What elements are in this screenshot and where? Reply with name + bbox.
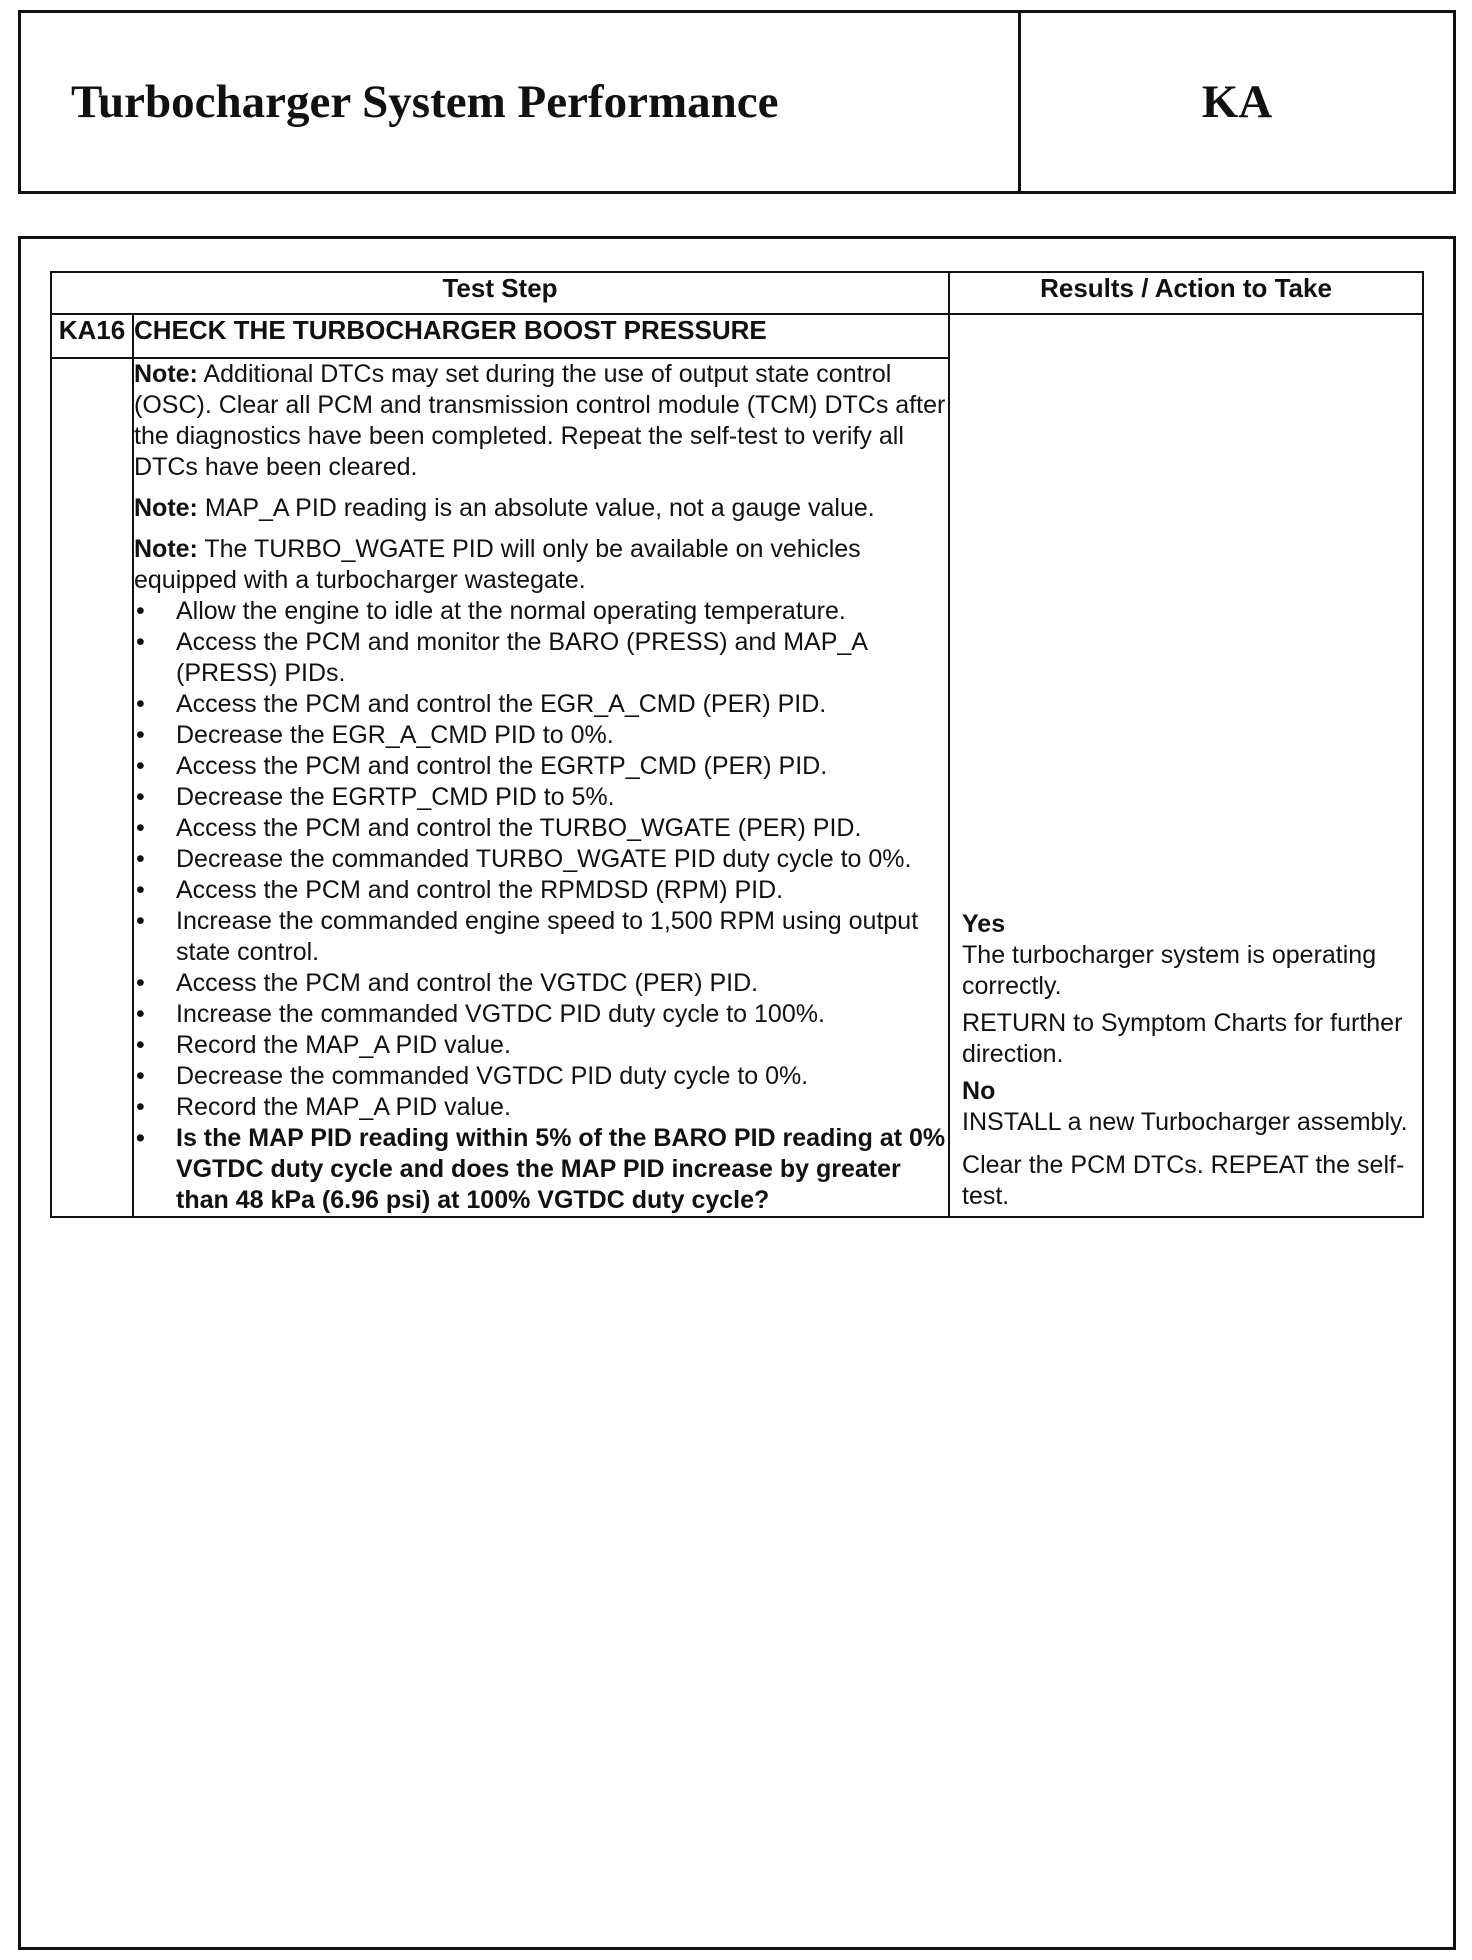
action-item: • Access the PCM and control the EGRTP_CMD (PER) PID. bbox=[134, 751, 948, 782]
note-text: The TURBO_WGATE PID will only be available on vehicles equipped with a turbocharger wastegate. bbox=[134, 535, 861, 594]
action-item: • Decrease the EGRTP_CMD PID to 5%. bbox=[134, 782, 948, 813]
column-header-results: Results / Action to Take bbox=[949, 272, 1423, 314]
note-2 bbox=[134, 493, 948, 524]
note-label: Note: bbox=[134, 360, 198, 388]
note-3 bbox=[134, 534, 948, 596]
page-title: Turbocharger System Performance bbox=[21, 13, 1021, 191]
action-item: • Decrease the commanded VGTDC PID duty cycle to 0%. bbox=[134, 1061, 948, 1092]
result-no-text-1: INSTALL a new Turbocharger assembly. bbox=[962, 1108, 1408, 1136]
step-title-row bbox=[51, 314, 1423, 358]
result-yes-text-2: RETURN to Symptom Charts for further direction. bbox=[962, 1009, 1403, 1068]
note-label: Note: bbox=[134, 535, 198, 563]
note-label: Note: bbox=[134, 494, 198, 522]
action-item: • Record the MAP_A PID value. bbox=[134, 1092, 948, 1123]
action-item: • Allow the engine to idle at the normal operating temperature. bbox=[134, 596, 948, 627]
page-header bbox=[18, 10, 1456, 194]
note-text: Additional DTCs may set during the use of output state control (OSC). Clear all PCM and transmission control module (TCM) DTCs after the diagnostics have been completed. Repeat the self-test to verify all DTCs have been cleared. bbox=[134, 360, 946, 481]
note-text: MAP_A PID reading is an absolute value, not a gauge value. bbox=[197, 494, 875, 522]
step-title: CHECK THE TURBOCHARGER BOOST PRESSURE bbox=[133, 314, 949, 358]
result-no-label: No bbox=[962, 1077, 996, 1105]
result-yes-text-1: The turbocharger system is operating correctly. bbox=[962, 941, 1377, 1000]
results-block bbox=[950, 909, 1422, 1216]
action-item: • Increase the commanded engine speed to 1,500 RPM using output state control. bbox=[134, 906, 948, 968]
step-id-blank bbox=[51, 358, 133, 1217]
results-cell bbox=[949, 314, 1423, 1217]
action-list bbox=[134, 596, 948, 1216]
action-item: • Access the PCM and monitor the BARO (PRESS) and MAP_A (PRESS) PIDs. bbox=[134, 627, 948, 689]
section-code: KA bbox=[1201, 76, 1273, 128]
action-item: • Decrease the commanded TURBO_WGATE PID duty cycle to 0%. bbox=[134, 844, 948, 875]
action-item: • Increase the commanded VGTDC PID duty cycle to 100%. bbox=[134, 999, 948, 1030]
table-header-row bbox=[51, 272, 1423, 314]
result-no-text-2: Clear the PCM DTCs. REPEAT the self-test. bbox=[962, 1151, 1405, 1210]
step-id: KA16 bbox=[51, 314, 133, 358]
action-item: • Access the PCM and control the RPMDSD (RPM) PID. bbox=[134, 875, 948, 906]
action-item: • Access the PCM and control the VGTDC (PER) PID. bbox=[134, 968, 948, 999]
action-item: • Access the PCM and control the TURBO_WGATE (PER) PID. bbox=[134, 813, 948, 844]
step-body bbox=[133, 358, 949, 1217]
action-item: • Access the PCM and control the EGR_A_CMD (PER) PID. bbox=[134, 689, 948, 720]
column-header-test-step: Test Step bbox=[51, 272, 949, 314]
test-question: • Is the MAP PID reading within 5% of the BARO PID reading at 0% VGTDC duty cycle and does the MAP PID increase by greater than 48 kPa (6.96 psi) at 100% VGTDC duty cycle? bbox=[134, 1123, 948, 1216]
test-step-table bbox=[50, 271, 1424, 1218]
result-yes-label: Yes bbox=[962, 910, 1006, 938]
action-item: • Record the MAP_A PID value. bbox=[134, 1030, 948, 1061]
action-item: • Decrease the EGR_A_CMD PID to 0%. bbox=[134, 720, 948, 751]
note-1 bbox=[134, 359, 948, 483]
